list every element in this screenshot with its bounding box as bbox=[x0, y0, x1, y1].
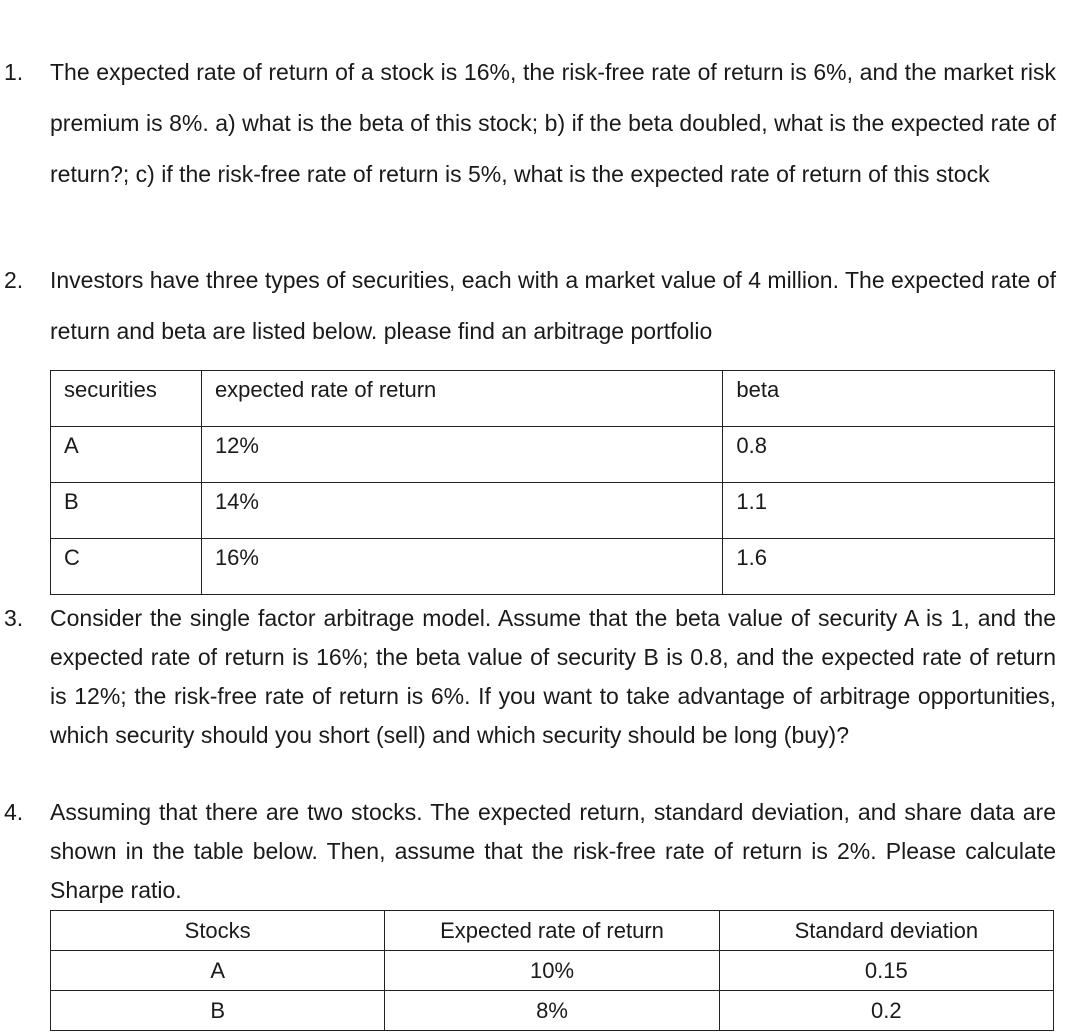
table-cell: B bbox=[51, 483, 202, 539]
question-2-number: 2. bbox=[4, 267, 24, 293]
table-cell: 16% bbox=[201, 539, 722, 595]
table-header-cell: Stocks bbox=[51, 911, 385, 951]
table-row bbox=[51, 991, 1054, 1031]
table-header-row bbox=[51, 911, 1054, 951]
question-3-text: Consider the single factor arbitrage model. Assume that the beta value of security A is 1, and the expected rate of return is 16%; the beta value of security B is 0.8, and the expected rate of return is 12%; the risk-free rate of return is 6%. If you want to take advantage of arbitrage opportunities, which security should you short (sell) and which security should be long (buy)? bbox=[50, 605, 1056, 748]
table-header-cell: Expected rate of return bbox=[385, 911, 719, 951]
table-header-cell: beta bbox=[723, 371, 1055, 427]
table-row bbox=[51, 539, 1055, 595]
question-3-number: 3. bbox=[4, 605, 24, 631]
table-row bbox=[51, 427, 1055, 483]
question-4-number: 4. bbox=[4, 799, 24, 825]
table-row bbox=[51, 483, 1055, 539]
table-header-cell: expected rate of return bbox=[201, 371, 722, 427]
table-cell: A bbox=[51, 951, 385, 991]
table-cell: B bbox=[51, 991, 385, 1031]
table-cell: 0.15 bbox=[719, 951, 1053, 991]
table-cell: 0.8 bbox=[723, 427, 1055, 483]
question-4-text: Assuming that there are two stocks. The expected return, standard deviation, and share data are shown in the table below. Then, assume that the risk-free rate of return is 2%. Please calculate Sharpe ratio. bbox=[50, 799, 1056, 903]
table-cell: 12% bbox=[201, 427, 722, 483]
table-cell: 10% bbox=[385, 951, 719, 991]
table-header-row bbox=[51, 371, 1055, 427]
table-cell: C bbox=[51, 539, 202, 595]
table-header-cell: securities bbox=[51, 371, 202, 427]
table-cell: A bbox=[51, 427, 202, 483]
table-cell: 14% bbox=[201, 483, 722, 539]
question-2-text: Investors have three types of securities, each with a market value of 4 million. The expected rate of return and beta are listed below. please find an arbitrage portfolio bbox=[50, 267, 1056, 344]
table-header-cell: Standard deviation bbox=[719, 911, 1053, 951]
question-1-text: The expected rate of return of a stock is 16%, the risk-free rate of return is 6%, and the market risk premium is 8%. a) what is the beta of this stock; b) if the beta doubled, what is the expected rate of return?; c) if the risk-free rate of return is 5%, what is the expected rate of return of this stock bbox=[50, 59, 1056, 187]
question-1-number: 1. bbox=[4, 59, 24, 85]
table-cell: 1.1 bbox=[723, 483, 1055, 539]
table-cell: 8% bbox=[385, 991, 719, 1031]
securities-table bbox=[50, 370, 1055, 595]
table-row bbox=[51, 951, 1054, 991]
stocks-table bbox=[50, 910, 1054, 1031]
table-cell: 1.6 bbox=[723, 539, 1055, 595]
table-cell: 0.2 bbox=[719, 991, 1053, 1031]
